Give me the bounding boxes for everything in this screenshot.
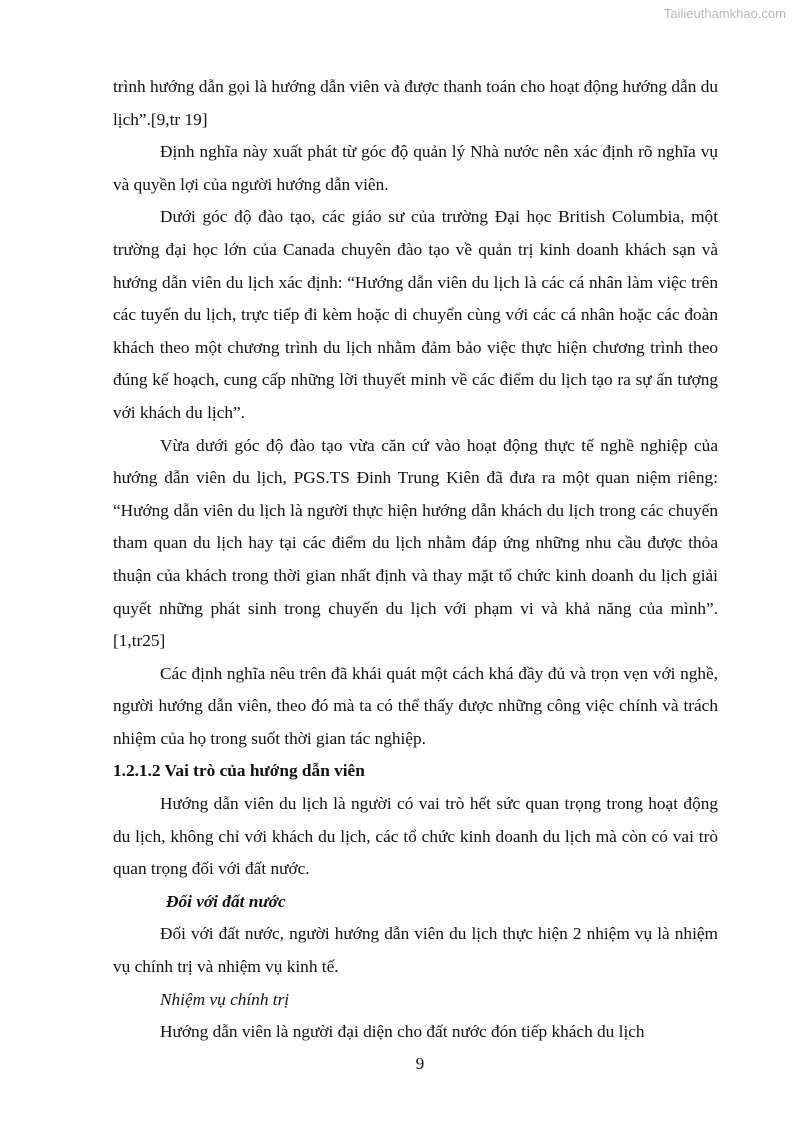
paragraph-6: Hướng dẫn viên du lịch là người có vai trò hết sức quan trọng trong hoạt động du lịch, không chỉ với khách du lịch, các tổ chức kinh doanh du lịch mà còn có vai trò quan trọng đối với đất nước.	[113, 794, 718, 879]
paragraph-5: Các định nghĩa nêu trên đã khái quát một cách khá đầy đủ và trọn vẹn với nghề, người hướng dẫn viên, theo đó mà ta có thể thấy được những công việc chính và trách nhiệm của họ trong suốt thời gian tác nghiệp.	[113, 663, 718, 748]
document-body	[113, 71, 718, 1049]
paragraph-7: Đối với đất nước, người hướng dẫn viên du lịch thực hiện 2 nhiệm vụ là nhiệm vụ chính trị và nhiệm vụ kinh tế.	[113, 924, 718, 977]
subsection-heading: Đối với đất nước	[166, 891, 286, 911]
minor-heading: Nhiệm vụ chính trị	[160, 989, 290, 1009]
paragraph-4: Vừa dưới góc độ đào tạo vừa căn cứ vào hoạt động thực tế nghề nghiệp của hướng dẫn viên du lịch, PGS.TS Đinh Trung Kiên đã đưa ra một quan niệm riêng: “Hướng dẫn viên du lịch là người thực hiện hướng dẫn khách du lịch trong các chuyến tham quan du lịch hay tại các điểm du lịch nhằm đáp ứng những nhu cầu được thỏa thuận của khách trong thời gian nhất định và thay mặt tổ chức kinh doanh du lịch giải quyết những phát sinh trong chuyến du lịch với phạm vi và khả năng của mình”.[1,tr25]	[113, 435, 718, 651]
section-heading: 1.2.1.2 Vai trò của hướng dẫn viên	[113, 761, 365, 781]
paragraph-2: Định nghĩa này xuất phát từ góc độ quản lý Nhà nước nên xác định rõ nghĩa vụ và quyền lợi của người hướng dẫn viên.	[113, 142, 718, 194]
paragraph-3: Dưới góc độ đào tạo, các giáo sư của trường Đại học British Columbia, một trường đại học lớn của Canada chuyên đào tạo về quản trị kinh doanh khách sạn và hướng dẫn viên du lịch xác định: “Hướng dẫn viên du lịch là các cá nhân làm việc trên các tuyến du lịch, trực tiếp đi kèm hoặc di chuyển cùng với các cá nhân hoặc các đoàn khách theo một chương trình du lịch nhằm đảm bảo việc thực hiện chương trình theo đúng kế hoạch, cung cấp những lời thuyết minh về các điểm du lịch tạo ra sự ấn tượng với khách du lịch”.	[113, 207, 718, 422]
watermark: Tailieuthamkhao.com	[663, 6, 786, 21]
paragraph-8: Hướng dẫn viên là người đại diện cho đất nước đón tiếp khách du lịch	[160, 1022, 645, 1042]
page-number: 9	[415, 1054, 425, 1073]
paragraph-1: trình hướng dẫn gọi là hướng dẫn viên và được thanh toán cho hoạt động hướng dẫn du lịch”.[9,tr 19]	[113, 77, 718, 129]
